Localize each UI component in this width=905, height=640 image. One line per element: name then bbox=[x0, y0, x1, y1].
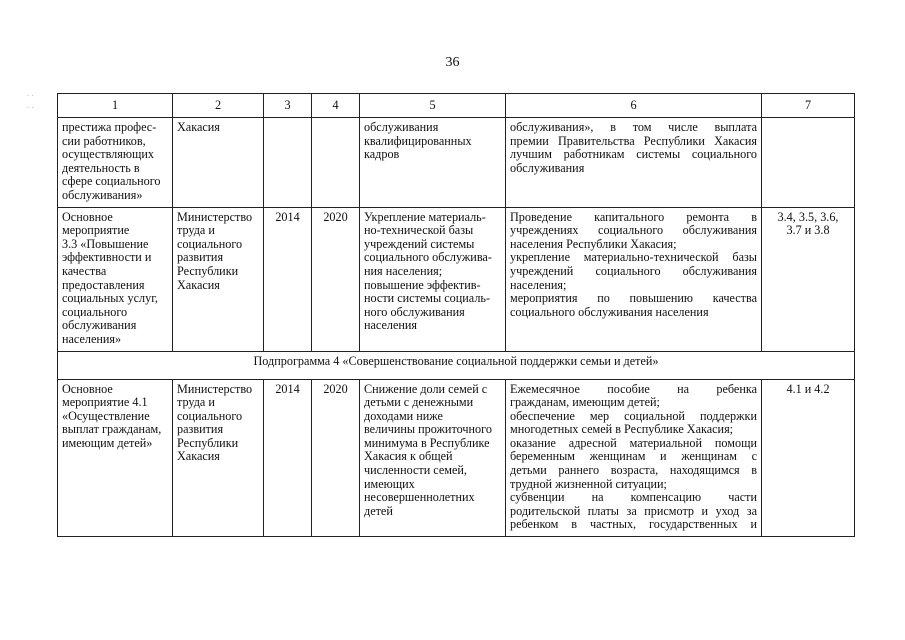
cell-end-year: 2020 bbox=[312, 379, 360, 537]
subprogram-title: Подпрограмма 4 «Совершенствование социальной поддержки семьи и детей» bbox=[58, 351, 855, 379]
header-cell: 4 bbox=[312, 94, 360, 118]
header-cell: 2 bbox=[173, 94, 264, 118]
cell-event: Основное мероприятие 3.3 «Повышение эффективности и качества предоставления социальных услуг, социального обслуживания населения» bbox=[58, 207, 173, 351]
cell-indicators: 3.4, 3.5, 3.6, 3.7 и 3.8 bbox=[762, 207, 855, 351]
margin-mark: · · bbox=[27, 92, 34, 100]
cell-result: Укрепление материаль- но-технической базы учреждений системы социального обслужива- ния населения; повышение эффектив- ности системы социаль- ного обслуживания населения bbox=[360, 207, 506, 351]
cell-event: престижа профес- сии работников, осуществляющих деятельность в сфере социального обслуживания» bbox=[58, 118, 173, 208]
cell-directions: Проведение капитального ремонта в учреждениях социального обслуживания населения Республики Хакасия; укрепление материально-технической базы учреждений социального обслуживания населения; мероприятия по повышению качества социального обслуживания населения bbox=[506, 207, 762, 351]
cell-end-year: 2020 bbox=[312, 207, 360, 351]
cell-executor: Министерство труда и социального развития Республики Хакасия bbox=[173, 379, 264, 537]
margin-mark: · · bbox=[27, 104, 34, 112]
cell-indicators: 4.1 и 4.2 bbox=[762, 379, 855, 537]
header-cell: 6 bbox=[506, 94, 762, 118]
cell-end-year bbox=[312, 118, 360, 208]
cell-directions: Ежемесячное пособие на ребенка гражданам, имеющим детей; обеспечение мер социальной поддержки многодетных семей в Республике Хакасия; оказание адресной материальной помощи беременным женщинам и женщинам с детьми раннего возраста, находящимся в трудной жизненной ситуации; субвенции на компенсацию части родительской платы за присмотр и уход за ребенком в частных, государственных и bbox=[506, 379, 762, 537]
cell-start-year: 2014 bbox=[264, 379, 312, 537]
cell-executor: Хакасия bbox=[173, 118, 264, 208]
page-number: 36 bbox=[445, 55, 460, 70]
header-cell: 7 bbox=[762, 94, 855, 118]
header-cell: 3 bbox=[264, 94, 312, 118]
cell-event: Основное мероприятие 4.1 «Осуществление выплат гражданам, имеющим детей» bbox=[58, 379, 173, 537]
cell-start-year: 2014 bbox=[264, 207, 312, 351]
program-table bbox=[57, 93, 855, 537]
cell-start-year bbox=[264, 118, 312, 208]
header-cell: 1 bbox=[58, 94, 173, 118]
header-row bbox=[58, 94, 855, 118]
table-row bbox=[58, 207, 855, 351]
table-row bbox=[58, 118, 855, 208]
cell-indicators bbox=[762, 118, 855, 208]
cell-executor: Министерство труда и социального развития Республики Хакасия bbox=[173, 207, 264, 351]
table-row bbox=[58, 379, 855, 537]
cell-directions: обслуживания», в том числе выплата премии Правительства Республики Хакасия лучшим работникам системы социального обслуживания bbox=[506, 118, 762, 208]
cell-result: Снижение доли семей с детьми с денежными доходами ниже величины прожиточного минимума в Республике Хакасия к общей численности семей, имеющих несовершеннолетних детей bbox=[360, 379, 506, 537]
subprogram-row bbox=[58, 351, 855, 379]
cell-result: обслуживания квалифицированных кадров bbox=[360, 118, 506, 208]
header-cell: 5 bbox=[360, 94, 506, 118]
